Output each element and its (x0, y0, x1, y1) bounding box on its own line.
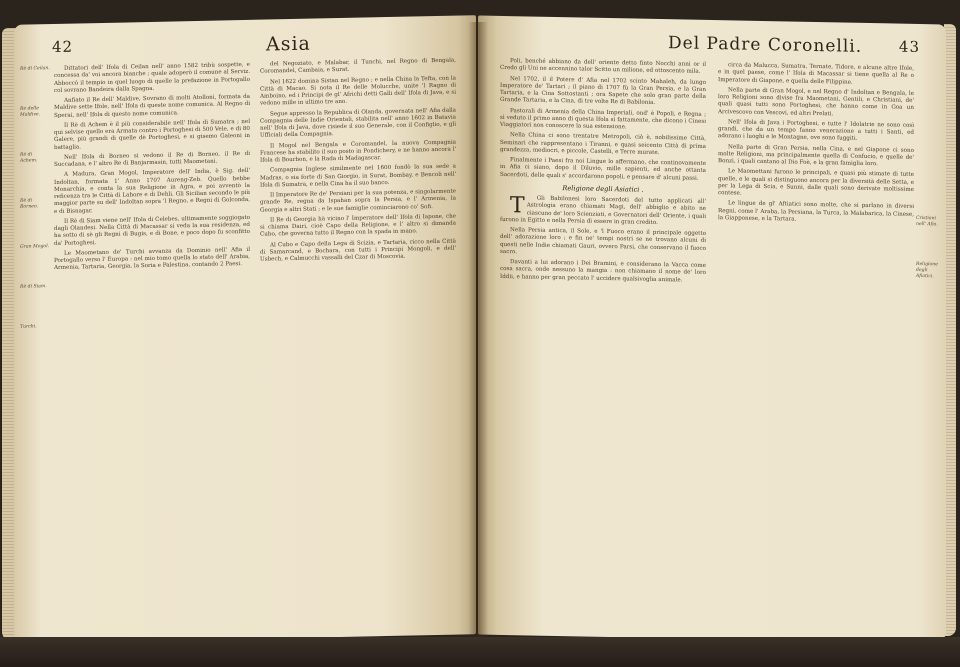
paragraph: Compagnia Inglese similmente nel 1600 fondò la sua sede a Madras, o sia forte di San Giorgio, in Surat, Bombay, e Bencoli nell' Ifola di Sumatra, e nella Cina ha il suo banco. (260, 163, 456, 189)
left-column-2 (260, 58, 456, 267)
left-running-title: Asia (266, 32, 311, 56)
book-gutter (468, 22, 488, 640)
margin-note: Re delle Maldive. (20, 106, 41, 118)
paragraph: Nella Persia antica, il Sole, e 'l Fuoco erano il principale oggetto dell' adorazione loro ; e fin ne' tempi nostri se ne trovano alcuni di questi nelle Indie chiamati Gauri, ovvero Parsi, che conservano il fuoco sacro. (500, 227, 706, 256)
right-column-1 (500, 58, 706, 288)
paragraph-text: Gli Babilonesi loro Sacerdoti del tutto applicati all' Astrologia erano chiamati Magi, dell' abbiglio e abito ne ciascuno de' loro Scienziati, e Governatori dell' Oriente, i quali furono in Egitto e nella Persia di essere in gran credito. (500, 195, 706, 226)
paragraph: Finalmente i Paesi fra noi Lingue lo affermano, che continovamente in Afia ci siano, dopo il Diluvio, mille sapienti, ed anche ottanta Sacerdoti, delle quali s' accordarono popoli, e pensare d' alcuni passi. (500, 157, 706, 182)
background-surface (0, 637, 960, 667)
drop-cap-letter: T (510, 193, 525, 219)
paragraph: Le Maomettani furono le principali, e quasi più stimate di tutte quelle, e le quali si distinguono ancora per la diversità delle Setta, e per la Lega di Scia, e Sunni, dalle quali sono derivate moltissime contese. (718, 168, 914, 197)
paragraph: Nell' Ifola di Borneo si vedono il Re di Borneo, il Re di Succadana, e l' altro Re di Banjarmasin, tutti Maometani. (54, 150, 250, 169)
margin-note: Rè di Siam. (20, 284, 47, 290)
margin-note: Rè di Ceilan. (20, 66, 50, 72)
paragraph: Al Cubo e Capo della Lega di Scizia, e Tartaria, ricco nella Città di Samarcand, e Bochara, con tutti i Principi Mongoli, e dell' Usbech, e Calmucchi vassalli del Czar di Moscovia. (260, 238, 456, 263)
margin-note: Rè di Achem. (20, 152, 38, 164)
paragraph: Le lingue de gl' Aftiatici sono molte, che si parlano in diversi Regni, come l' Araba, la Persiana, la Turca, la Malabarica, la Cinese, la Giapponese, e la Tartara. (718, 200, 914, 223)
paragraph-with-dropcap (500, 195, 706, 228)
right-running-title: Del Padre Coronelli. (668, 33, 863, 57)
left-margin-notes (20, 66, 50, 365)
right-page-number: 43 (898, 37, 920, 56)
paragraph: Nell' Ifola di Java i Portoghesi, e tutte l' Idolatrie ne sono così grandi, che da un tempo fanno venerazione a tutti i Santi, ed adorano i luoghi e le Montagne, ove sono fuggiti. (718, 119, 914, 143)
paragraph: Segue appresso la Republica di Olanda, governata nell' Afia dalla Compagnia delle Indie Orientali, stabilita nell' anno 1602 in Batavia nell' Ifola di Java, dove risiede il suo Generale, con il Configlio, e gli Ufficiali della Compagnia. (260, 107, 456, 139)
paragraph: Davanti a lui adorano i Dei Bramini, e considerano la Vacca come cosa sacra, onde nessuno la mangia : non chiamano il nome de' loro Iddii, e hanno per gran peccato l' uccidere qualsivoglia animale. (500, 259, 706, 283)
paragraph: Anfiato il Re dell' Maldive, Sovrano di molti Atolloni, formata da Maldive sette Ifole, nell' Ifola di queste nome comunica. Al Regno di Sperai, nell' Ifola di questo nome comunica. (54, 93, 250, 119)
right-page (478, 16, 946, 644)
section-heading: Religione degli Asiatici . (562, 183, 644, 194)
margin-note: Turchi. (20, 324, 37, 330)
paragraph: A Madura, Gran Mogol, Imperatore dell' India, è Sig. dell' Indoltan, formata 1' Anno 1707 Aureng-Zeb. Quello hebbe Monarchia, e conta la sua Religione in Agra, e poi avventò la reficenza tra le Città di Lahore e di Dehli. Gli Sicilian secondo le più maggior parte su dell' Indoltan sopra 'l Regno, e Regni di Golconda, e di Bisnagar. (54, 168, 250, 215)
paragraph: Le Maometano de' Turchi avvanza da Dominio nell' Afia il Portogallo verso l' Europa : nel mio tomo quella lo stato dell' Arabia, Armenia, Tartaria, Georgia, la Soria e Palestina, contando 2 Paesi. (54, 246, 250, 272)
paragraph: Il Imperatore Re de' Persiani per la sua potenza, e singolarmente grande Re, regna da Ispahan sopra la Persia, e l' Armenia, la Georgia e altri Stati ; e le sue famiglie cominciarono co' Sofi. (260, 188, 456, 214)
paragraph: Nella China ci sono trentatre Metropoli, ciò è, nobilissime Città, Seminari che rappresentano i Tiranni, e quasi seicento Città di prima grandezza, mediocri, e piccole, Castelli, e Terre murate. (500, 132, 706, 156)
paragraph: Nel 1702, il il Potere d' Afia nel 1702 scinto Mahaleh, da lungo Imperatore de' Tartari ; il piano di 1707 fù la Gran Persia, e la Gran Tartaria, e la Cina Sottostanti ; ora Sapete che solo gran parte della Grande Tartaria, e la Cina, di tre volte Re di Babilonia. (500, 75, 706, 107)
paragraph: Il Mogol nel Bengala e Coromandel, la nuova Compagnia Francese ha stabilito il suo posto in Pondichery, e ne hanno ancora l' Ifola di Bourbon, e la Rada di Madagascar. (260, 139, 456, 164)
margin-note: Rè di Borneo. (20, 198, 39, 210)
paragraph: Poli, benché abbiano da dell' oriente detto finto Nocchi anni or il Credo gli Uni ne accennino talor Scitto un milione, ed ottoscento mila. (500, 58, 706, 76)
margin-note: Cristiani nell' Afia. (916, 215, 938, 228)
left-page (14, 15, 476, 644)
left-column-1 (54, 62, 250, 276)
margin-note: Religione degli Afiatici. (916, 261, 938, 280)
paragraph: circa da Malucca, Sumatra, Ternate, Tidore, e alcune altre Ifole, e in quel paese, come l' Ifola di Macassar si tiene quella al Re o Imperatore di Giapone, e quella delle Filippine. (718, 62, 914, 86)
paragraph: Il Re di Georgia hà vicino l' Imperatore dell' Ifola di Iapone, che si chiama Dairi, cioè Capo della Religione, e l' altro si dimanda Cubo, che governa tutto il Regno con la spada in mano. (260, 213, 456, 238)
paragraph: Il Rè di Achem è il più considerabile nell' Ifola di Sumatra ; nel qui selvise quello era Armata contro i Portoghesi di 500 Vele, e di 80 Galere, più grandi di quelle dè Portoghesi, e si gisemo Galeoni in battaglia. (54, 118, 250, 151)
paragraph: del Negoziato, e Malabar, il Tunchi, nel Regno di Bengala, Coromandel, Cambaia, e Surat. (260, 57, 456, 75)
right-column-2 (718, 62, 914, 229)
paragraph: Pastorali di Armenia della China Imperiali, ond' è Popoli, e Regna ; sì veduto il primo anno di questa Ifola sì fattamente, che dicono i Cinesi Viaggiatori non conoscere la sua estensione. (500, 107, 706, 131)
left-page-number: 42 (52, 37, 74, 57)
paragraph: Nella parte di Gran Mogol, e nel Regno d' Indoltan e Bengala, le loro Religioni sono divise fra Maometani, Gentili, e Christiani, de' quali quasi tutti sono Portoghesi, che hanno come in Goa un Arcivescovo con Vescovi, ed altri Prelati. (718, 87, 914, 117)
right-margin-notes (916, 66, 942, 314)
paragraph: Nella parte di Gran Persia, nella Cina, e nel Giapone ci sono molte Religioni, ma principalmente quella di Confucio, e quelle de' Bonzi, i quali cantano al Dio Foè, e la gran famiglia loro. (718, 143, 914, 168)
margin-note: Gran Mogol. (20, 244, 50, 250)
paragraph: Dittatori dell' Ifola di Ceilan nell' anno 1582 tribù sospette, e concessa da' voi ancora bianche ; quale adoperò il comune al Serviz. Abboccò il tempio in quel luogo di quelle la prefazione in Portogallo col sovrano Bandeira dalla Spagna. (54, 61, 250, 94)
paragraph: Nel 1622 domina Sistan nel Regno ; e nella China la Tefta, con la Città di Macao. Si nota il Re delle Molucche, unite 'l Ragno di Amboino, ed i Principi de gl' Africhi detti Galli dell' Ifola di Java, e si vedono mille in ultimo tre ano. (260, 75, 456, 107)
paragraph: Il Rè di Siam viene nell' Ifola di Celebes, ultimamente soggiogato dagli Olandesi. Nella Città di Macassar si veda la sua residenza, ed ha sotto di sè gli Regni di Bugis, e di Bone, e poco dopo fu sconfitto da' Portoghesi. (54, 214, 250, 247)
